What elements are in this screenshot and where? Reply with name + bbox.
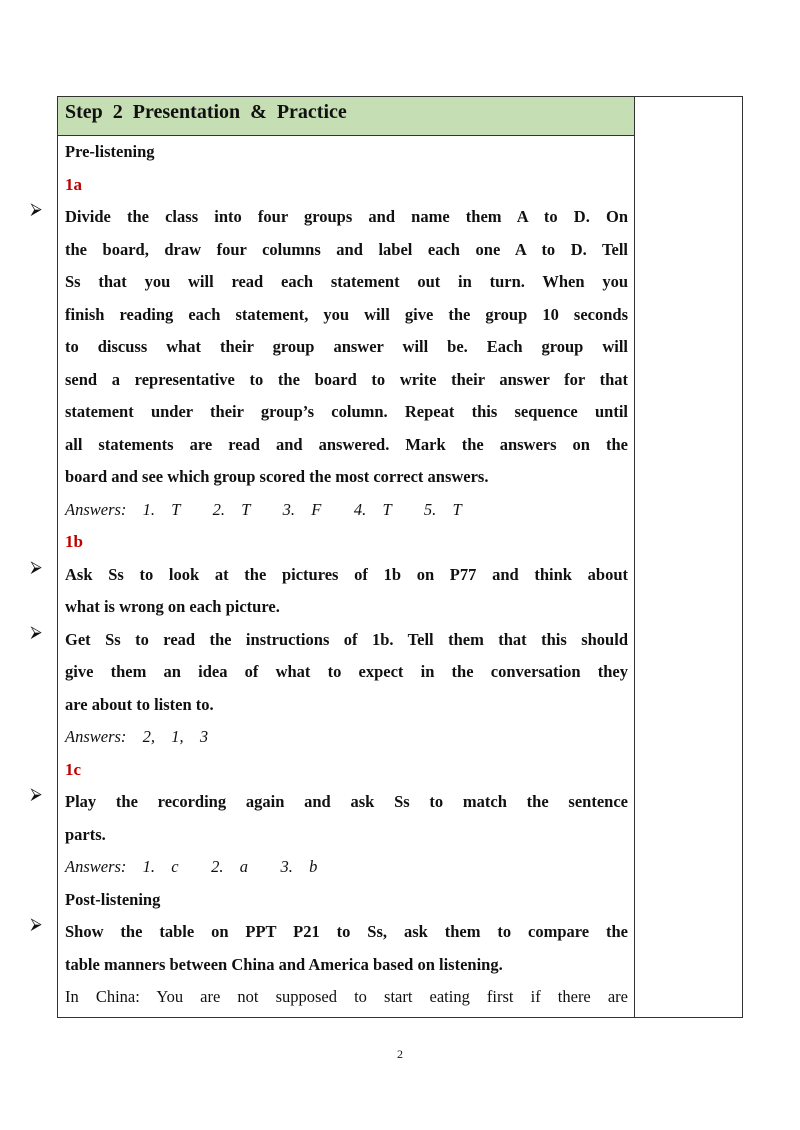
para-1a-line: to discuss what their group answer will be. Each group will	[65, 337, 628, 356]
activity-label-1a: 1a	[65, 174, 82, 194]
para-1c-line: Play the recording again and ask Ss to match the sentence	[65, 792, 628, 811]
answers-1a: Answers: 1. T 2. T 3. F 4. T 5. T	[65, 499, 462, 519]
arrowhead-bullet-icon: ⮚	[30, 201, 42, 218]
activity-label-1c: 1c	[65, 759, 82, 779]
arrowhead-bullet-icon: ⮚	[30, 916, 42, 933]
post-listening-heading: Post-listening	[65, 889, 161, 909]
para-post-line: table manners between China and America based on listening.	[65, 954, 503, 974]
para-1b-line: are about to listen to.	[65, 694, 214, 714]
para-1a-line: all statements are read and answered. Mark the answers on the	[65, 434, 628, 454]
china-manners-text: In China: You are not supposed to start eating first if there are	[65, 987, 628, 1006]
step-title: Step 2 Presentation & Practice	[65, 101, 347, 123]
para-1a-line: send a representative to the board to write their answer for that	[65, 369, 628, 389]
list-item-1b-1	[30, 558, 628, 624]
list-item-post	[30, 916, 628, 981]
step-header	[58, 97, 634, 136]
para-1b-line: Get Ss to read the instructions of 1b. Tell them that this should	[65, 629, 628, 649]
para-1a-line: Divide the class into four groups and name them A to D. On	[65, 207, 628, 226]
lesson-content	[30, 136, 628, 1014]
para-1b-line: Ask Ss to look at the pictures of 1b on P77 and think about	[65, 564, 628, 584]
arrowhead-bullet-icon: ⮚	[30, 558, 42, 576]
pre-listening-heading: Pre-listening	[65, 142, 155, 161]
para-1a-line: the board, draw four columns and label each one A to D. Tell	[65, 239, 628, 259]
para-1b-line: what is wrong on each picture.	[65, 597, 280, 616]
para-post-line: Show the table on PPT P21 to Ss, ask them to compare the	[65, 922, 628, 941]
para-1a-line: Ss that you will read each statement out in turn. When you	[65, 272, 628, 291]
answers-1b: Answers: 2, 1, 3	[65, 727, 209, 746]
answers-1c: Answers: 1. c 2. a 3. b	[65, 857, 318, 876]
activity-label-1b: 1b	[65, 532, 83, 551]
para-1c-line: parts.	[65, 824, 106, 844]
para-1b-line: give them an idea of what to expect in the conversation they	[65, 662, 628, 681]
list-item-1a	[30, 201, 628, 494]
list-item-1c	[30, 786, 628, 851]
arrowhead-bullet-icon: ⮚	[30, 786, 42, 803]
page-number: 2	[397, 1047, 403, 1061]
para-1a-line: finish reading each statement, you will give the group 10 seconds	[65, 304, 628, 324]
list-item-1b-2	[30, 623, 628, 722]
table-column-divider	[634, 96, 635, 1018]
arrowhead-bullet-icon: ⮚	[30, 623, 42, 641]
para-1a-line: statement under their group’s column. Repeat this sequence until	[65, 402, 628, 421]
para-1a-line: board and see which group scored the most correct answers.	[65, 467, 489, 486]
